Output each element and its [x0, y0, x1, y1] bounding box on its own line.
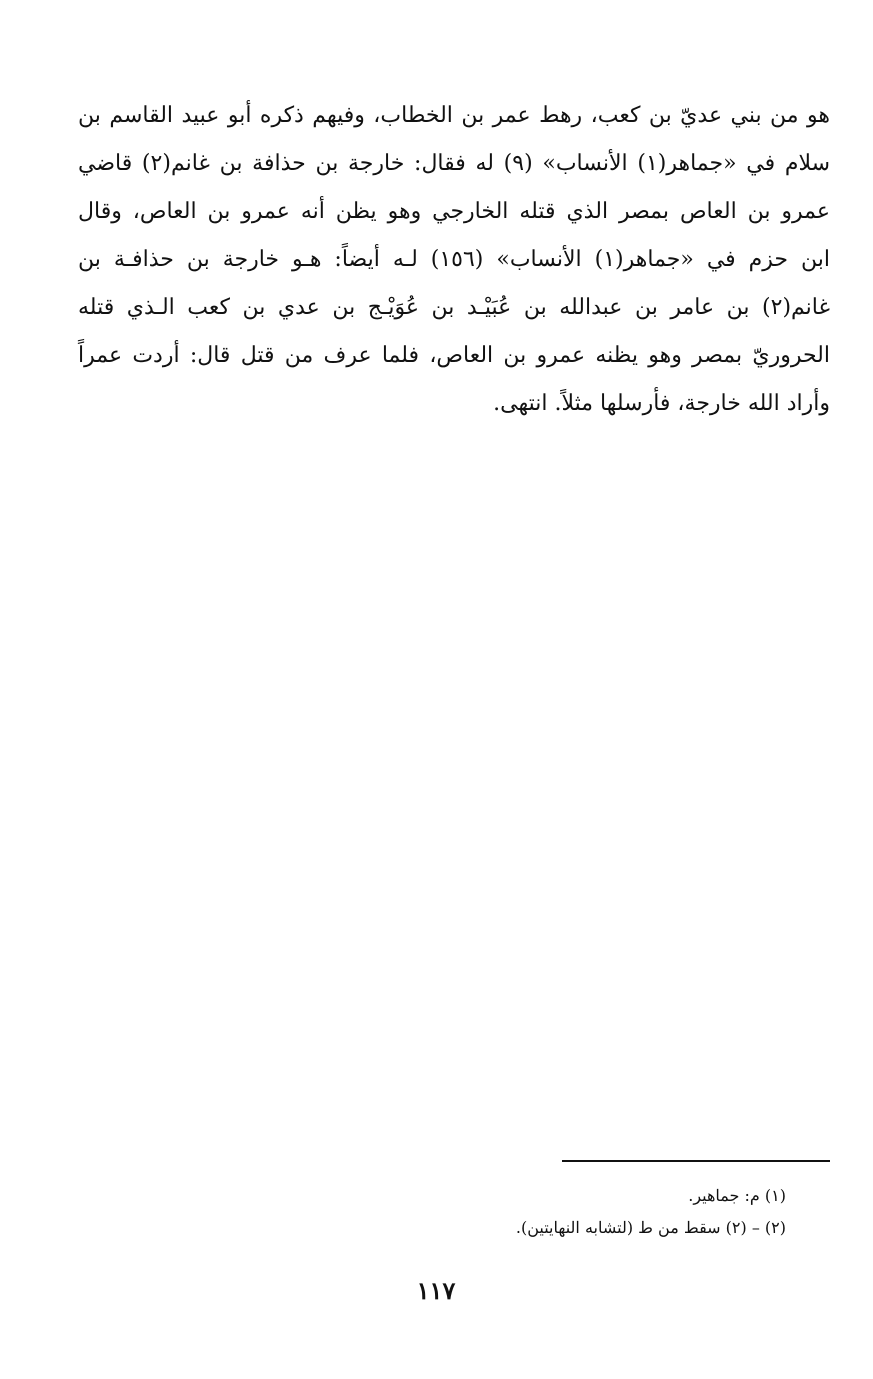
text-line: سلام في «جماهر(١) الأنساب» (٩) له فقال: خارجة بن حذافة بن غانم(٢) قاضي [78, 151, 831, 176]
footnote-separator [562, 1160, 830, 1162]
text-line: غانم(٢) بن عامر بن عبدالله بن عُبَيْـد بن عُوَيْـج بن عدي بن كعب الـذي قتله [78, 295, 830, 320]
text-line: ابن حزم في «جماهر(١) الأنساب» (١٥٦) لـه أيضاً: هـو خارجة بن حذافـة بن [78, 247, 830, 272]
text-line: هو من بني عديّ بن كعب، رهط عمر بن الخطاب، وفيهم ذكره أبو عبيد القاسم بن [78, 103, 830, 128]
text-line: وأراد الله خارجة، فأرسلها مثلاً. انتهى. [493, 391, 830, 416]
page-number: ١١٧ [416, 1276, 456, 1305]
main-text-block [78, 92, 830, 428]
footnote: (٢) – (٢) سقط من ط (لتشابه النهايتين). [515, 1218, 786, 1237]
text-line: الحروريّ بمصر وهو يظنه عمرو بن العاص، فلما عرف من قتل قال: أردت عمراً [78, 343, 830, 368]
text-line: عمرو بن العاص بمصر الذي قتله الخارجي وهو يظن أنه عمرو بن العاص، وقال [78, 199, 830, 224]
footnotes-block [300, 1180, 786, 1244]
footnote: (١) م: جماهير. [688, 1186, 786, 1205]
